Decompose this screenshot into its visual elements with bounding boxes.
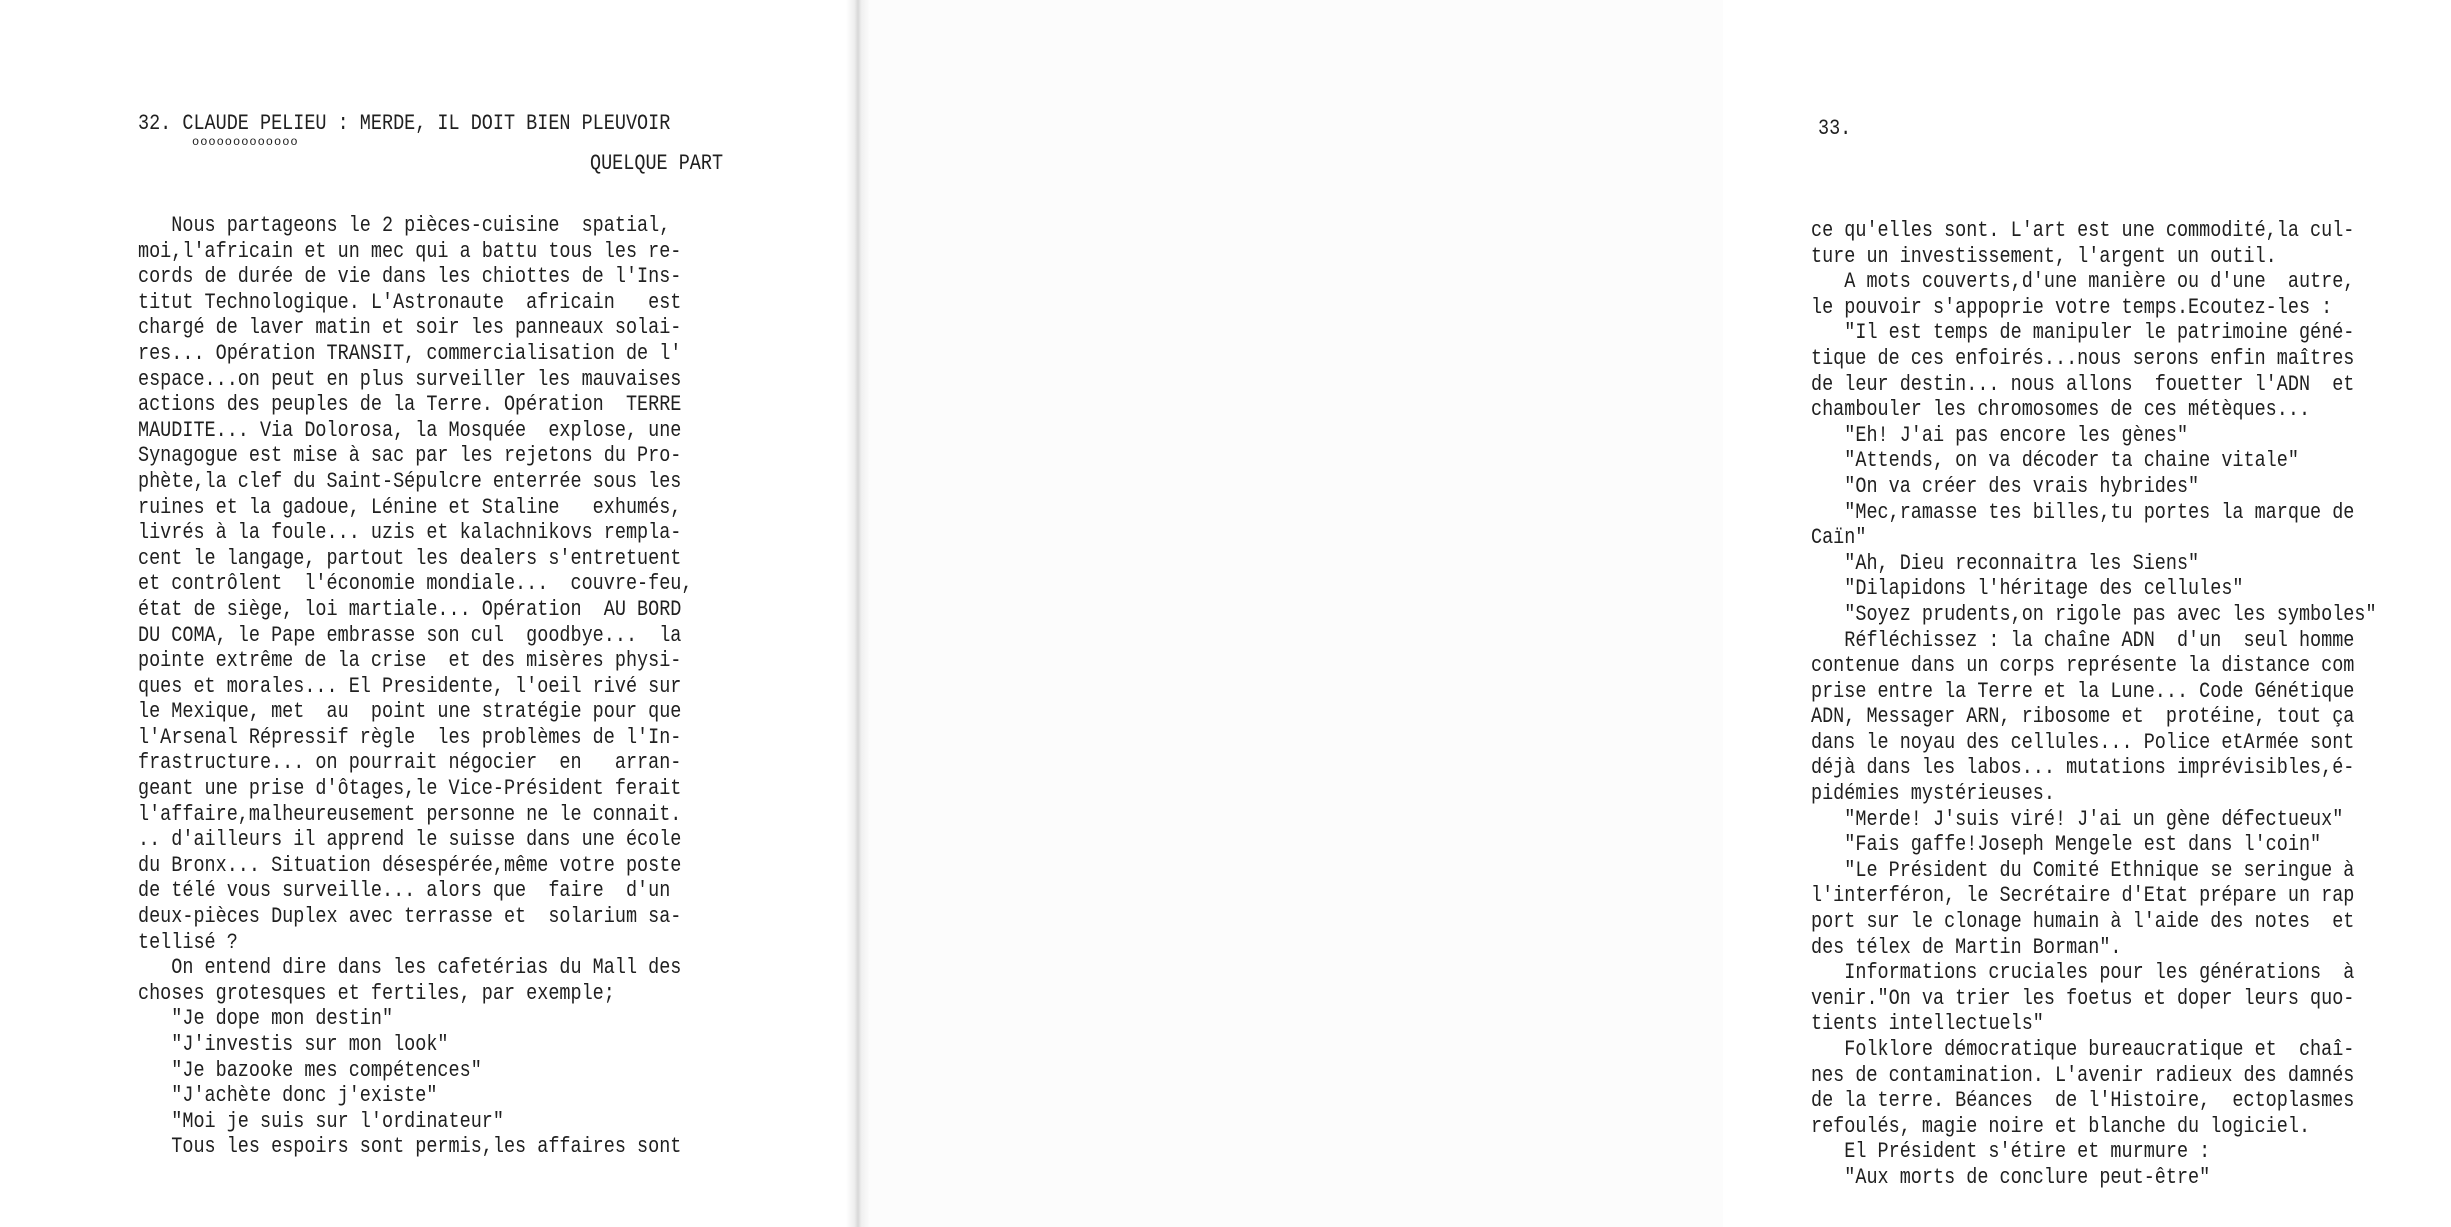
text-line: le pouvoir s'appoprie votre temps.Ecoutez-les : [1811,294,2333,320]
text-line: titut Technologique. L'Astronaute africain est [138,289,682,315]
text-line: des télex de Martin Borman". [1811,934,2122,960]
text-line: Folklore démocratique bureaucratique et chaî- [1811,1037,2355,1062]
text-line: El Président s'étire et murmure : [1811,1139,2211,1165]
text-line: ques et morales... El Presidente, l'oeil rivé sur [138,673,682,699]
text-line: livrés à la foule... uzis et kalachnikovs rempla- [138,520,682,546]
text-line: "J'achète donc j'existe" [138,1083,438,1109]
text-line: le Mexique, met au point une stratégie pour que [138,699,682,725]
text-line: "Je dope mon destin" [138,1006,394,1032]
book-gutter [846,0,870,1227]
text-line: de leur destin... nous allons fouetter l'ADN et [1811,371,2355,397]
text-line: état de siège, loi martiale... Opération AU BORD [138,596,682,622]
text-line: "Je bazooke mes compétences" [138,1057,482,1083]
text-line: refoulés, magie noire et blanche du logiciel. [1811,1113,2311,1139]
text-line: "Fais gaffe!Joseph Mengele est dans l'coin" [1811,832,2322,858]
text-line: pointe extrême de la crise et des misères physi- [138,648,682,674]
text-line: cent le langage, partout les dealers s'entretuent [138,545,682,571]
text-line: ce qu'elles sont. L'art est une commodité,la cul- [1811,218,2355,243]
text-line: l'Arsenal Répressif règle les problèmes de l'In- [138,724,682,750]
text-line: "Le Président du Comité Ethnique se seringue à [1811,857,2355,883]
page-number: 33. [1818,116,1852,141]
text-line: l'interféron, le Secrétaire d'Etat prépare un rap [1811,883,2355,909]
text-line: du Bronx... Situation désespérée,même votre poste [138,852,682,878]
text-line: DU COMA, le Pape embrasse son cul goodbye... la [138,622,682,648]
text-line: ruines et la gadoue, Lénine et Staline exhumés, [138,494,682,520]
text-line: deux-pièces Duplex avec terrasse et solarium sa- [138,904,682,930]
text-line: ture un investissement, l'argent un outil. [1811,243,2277,269]
text-line: geant une prise d'ôtages,le Vice-Président ferait [138,776,682,802]
text-line: choses grotesques et fertiles, par exemple; [138,980,615,1006]
text-line: "J'investis sur mon look" [138,1032,449,1057]
text-line: "Eh! J'ai pas encore les gènes" [1811,422,2189,448]
text-line: "Moi je suis sur l'ordinateur" [138,1108,504,1134]
text-line: "Ah, Dieu reconnaitra les Siens" [1811,550,2200,576]
text-line: Réfléchissez : la chaîne ADN d'un seul homme [1811,627,2355,653]
title-underline-ornament: ooooooooooooo [192,135,299,149]
text-line: .. d'ailleurs il apprend le suisse dans une école [138,827,682,853]
text-line: venir."On va trier les foetus et doper leurs quo- [1811,985,2355,1011]
text-line: espace...on peut en plus surveiller les mauvaises [138,366,682,392]
text-line: Caïn" [1811,525,1867,551]
left-page-body [138,213,758,1160]
text-line: de télé vous surveille... alors que faire d'un [138,878,671,904]
text-line: chargé de laver matin et soir les panneaux solai- [138,315,682,341]
text-line: tellisé ? [138,929,238,955]
text-line: "Attends, on va décoder ta chaine vitale" [1811,448,2299,474]
text-line: "Il est temps de manipuler le patrimoine géné- [1811,320,2355,346]
text-line: frastructure... on pourrait négocier en arran- [138,750,682,776]
text-line: Synagogue est mise à sac par les rejetons du Pro- [138,443,682,469]
text-line: pidémies mystérieuses. [1811,781,2055,807]
text-line: contenue dans un corps représente la distance com [1811,653,2355,679]
chapter-title: 32. CLAUDE PELIEU : MERDE, IL DOIT BIEN PLEUVOIR [138,111,671,136]
text-line: Informations cruciales pour les générations à [1811,960,2355,986]
text-line: "Mec,ramasse tes billes,tu portes la marque de [1811,499,2355,525]
text-line: tients intellectuels" [1811,1011,2044,1037]
text-line: port sur le clonage humain à l'aide des notes et [1811,909,2355,935]
text-line: "Soyez prudents,on rigole pas avec les symboles" [1811,601,2377,627]
text-line: nes de contamination. L'avenir radieux des damnés [1811,1062,2355,1088]
text-line: "On va créer des vrais hybrides" [1811,473,2200,499]
chapter-title-continuation: QUELQUE PART [590,151,724,176]
text-line: actions des peuples de la Terre. Opération TERRE [138,392,682,418]
text-line: phète,la clef du Saint-Sépulcre enterrée sous les [138,468,682,494]
text-line: chambouler les chromosomes de ces métèques... [1811,397,2311,423]
text-line: tique de ces enfoirés...nous serons enfin maîtres [1811,345,2355,371]
text-line: dans le noyau des cellules... Police etArmée sont [1811,729,2355,755]
text-line: res... Opération TRANSIT, commercialisation de l' [138,340,682,366]
text-line: de la terre. Béances de l'Histoire, ectoplasmes [1811,1088,2355,1114]
text-line: "Merde! J'suis viré! J'ai un gène défectueux" [1811,806,2344,832]
right-page-body [1811,218,2451,1191]
text-line: Nous partageons le 2 pièces-cuisine spatial, [138,213,671,238]
text-line: et contrôlent l'économie mondiale... couvre-feu, [138,571,693,597]
text-line: A mots couverts,d'une manière ou d'une autre, [1811,269,2355,295]
text-line: cords de durée de vie dans les chiottes de l'Ins- [138,264,682,290]
text-line: moi,l'africain et un mec qui a battu tous les re- [138,238,682,264]
text-line: prise entre la Terre et la Lune... Code Génétique [1811,678,2355,704]
text-line: Tous les espoirs sont permis,les affaires sont [138,1134,682,1160]
text-line: On entend dire dans les cafetérias du Mall des [138,955,682,981]
text-line: déjà dans les labos... mutations imprévisibles,é- [1811,755,2355,781]
text-line: "Aux morts de conclure peut-être" [1811,1164,2211,1190]
text-line: ADN, Messager ARN, ribosome et protéine, tout ça [1811,704,2355,730]
text-line: MAUDITE... Via Dolorosa, la Mosquée explose, une [138,417,682,443]
left-page [0,0,856,1227]
text-line: "Dilapidons l'héritage des cellules" [1811,576,2244,602]
text-line: l'affaire,malheureusement personne ne le connait. [138,801,682,827]
right-page [856,0,2377,1227]
